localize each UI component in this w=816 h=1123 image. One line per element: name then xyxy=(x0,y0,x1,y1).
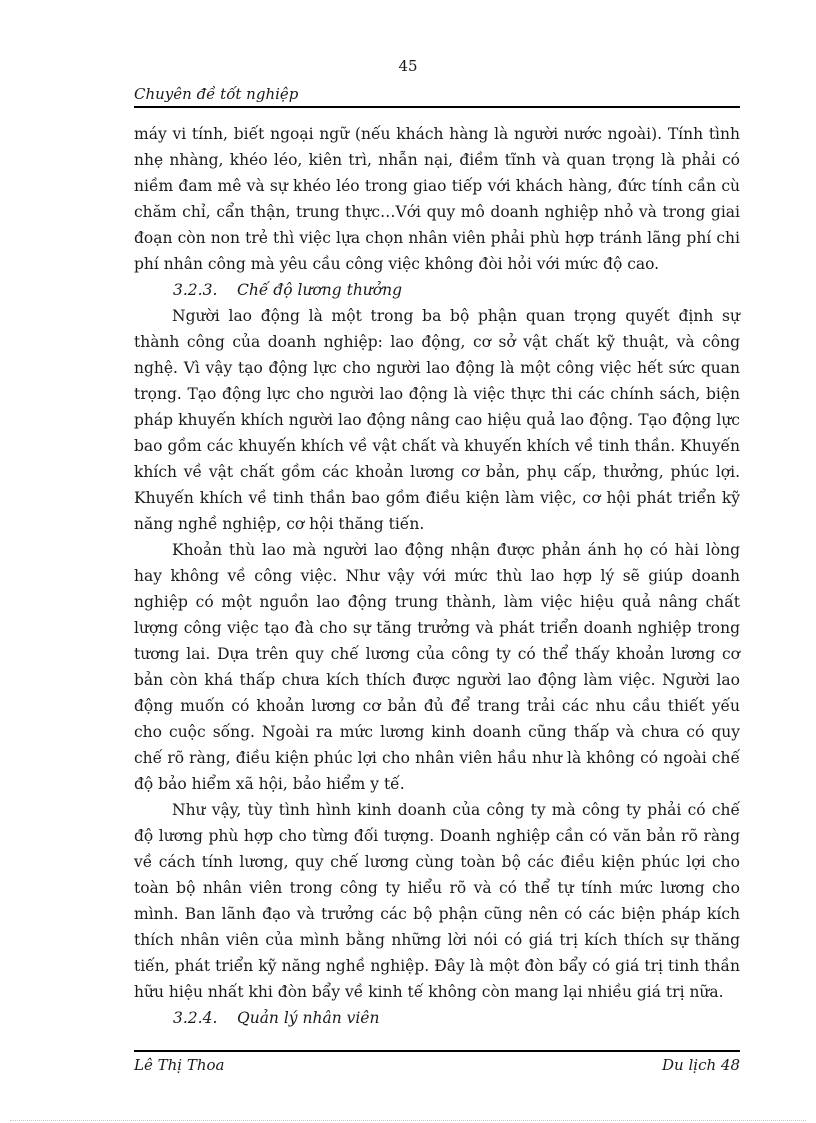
subsection-heading-3-2-3 xyxy=(134,277,740,303)
header-title: Chuyên đề tốt nghiệp xyxy=(134,85,299,103)
paragraph: Như vậy, tùy tình hình kinh doanh của công ty mà công ty phải có chế độ lương phù hợp cho từng đối tượng. Doanh nghiệp cần có văn bản rõ ràng về cách tính lương, quy chế lương cùng toàn bộ các điều kiện phúc lợi cho toàn bộ nhân viên trong công ty hiểu rõ và có thể tự tính mức lương cho mình. Ban lãnh đạo và trưởng các bộ phận cũng nên có các biện pháp kích thích nhân viên của mình bằng những lời nói có giá trị kích thích sự thăng tiến, phát triển kỹ năng nghề nghiệp. Đây là một đòn bẩy có giá trị tinh thần hữu hiệu nhất khi đòn bẩy về kinh tế không còn mang lại nhiều giá trị nữa. xyxy=(134,801,740,1001)
subsection-number: 3.2.4. xyxy=(173,1009,218,1027)
paragraph: Người lao động là một trong ba bộ phận quan trọng quyết định sự thành công của doanh nghiệp: lao động, cơ sở vật chất kỹ thuật, và công nghệ. Vì vậy tạo động lực cho người lao động là một công việc hết sức quan trọng. Tạo động lực cho người lao động là việc thực thi các chính sách, biện pháp khuyến khích người lao động nâng cao hiệu quả lao động. Tạo động lực bao gồm các khuyến khích về vật chất và khuyến khích về tinh thần. Khuyến khích về vật chất gồm các khoản lương cơ bản, phụ cấp, thưởng, phúc lợi. Khuyến khích về tinh thần bao gồm điều kiện làm việc, cơ hội phát triển kỹ năng nghề nghiệp, cơ hội thăng tiến. xyxy=(134,307,740,533)
page-footer xyxy=(134,1050,740,1074)
footer-author: Lê Thị Thoa xyxy=(134,1056,225,1074)
document-body xyxy=(134,121,740,1031)
paragraph-continued: máy vi tính, biết ngoại ngữ (nếu khách hàng là người nước ngoài). Tính tình nhẹ nhàng, khéo léo, kiên trì, nhẫn nại, điềm tĩnh và quan trọng là phải có niềm đam mê và sự khéo léo trong giao tiếp với khách hàng, đức tính cần cù chăm chỉ, cẩn thận, trung thực…Với quy mô doanh nghiệp nhỏ và trong giai đoạn còn non trẻ thì việc lựa chọn nhân viên phải phù hợp tránh lãng phí chi phí nhân công mà yêu cầu công việc không đòi hỏi với mức độ cao. xyxy=(134,125,740,273)
subsection-number: 3.2.3. xyxy=(173,281,218,299)
page-edge-divider xyxy=(10,1120,806,1121)
paragraph: Khoản thù lao mà người lao động nhận được phản ánh họ có hài lòng hay không về công việc. Như vậy với mức thù lao hợp lý sẽ giúp doanh nghiệp có một nguồn lao động trung thành, làm việc hiệu quả nâng chất lượng công việc tạo đà cho sự tăng trưởng và phát triển doanh nghiệp trong tương lai. Dựa trên quy chế lương của công ty có thể thấy khoản lương cơ bản còn khá thấp chưa kích thích được người lao động làm việc. Người lao động muốn có khoản lương cơ bản đủ để trang trải các nhu cầu thiết yếu cho cuộc sống. Ngoài ra mức lương kinh doanh cũng thấp và chưa có quy chế rõ ràng, điều kiện phúc lợi cho nhân viên hầu như là không có ngoài chế độ bảo hiểm xã hội, bảo hiểm y tế. xyxy=(134,541,740,793)
subsection-heading-3-2-4 xyxy=(134,1005,740,1031)
page-number: 45 xyxy=(398,57,418,75)
footer-class: Du lịch 48 xyxy=(662,1056,740,1074)
page-header xyxy=(134,84,740,108)
subsection-title: Quản lý nhân viên xyxy=(237,1009,380,1027)
subsection-title: Chế độ lương thưởng xyxy=(237,281,403,299)
